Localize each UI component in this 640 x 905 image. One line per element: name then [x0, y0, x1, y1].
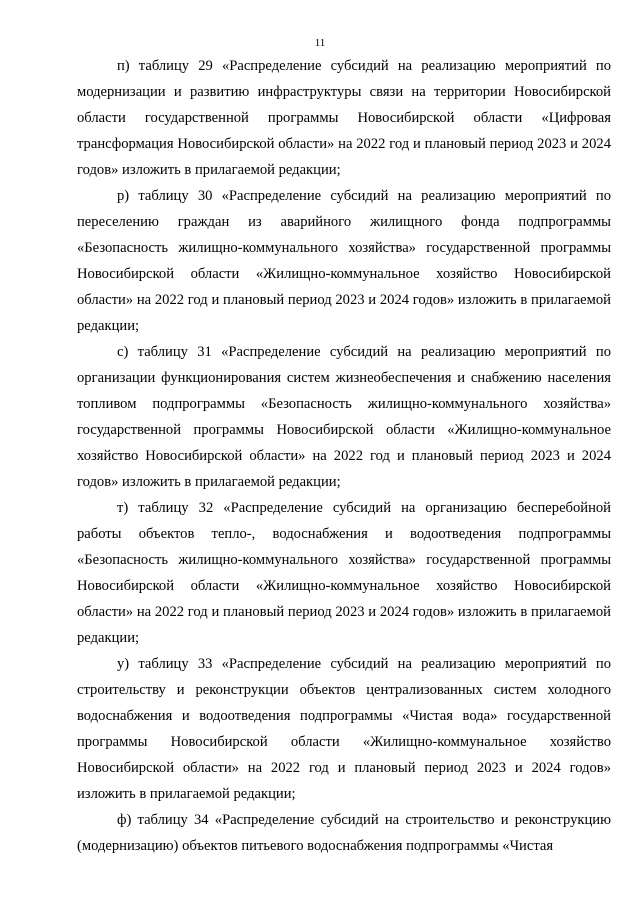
paragraph-f: ф) таблицу 34 «Распределение субсидий на строительство и реконструкцию (модернизацию) объектов питьевого водоснабжения подпрограммы «Чистая [77, 812, 611, 854]
document-body [77, 53, 611, 859]
paragraph-r: р) таблицу 30 «Распределение субсидий на реализацию мероприятий по переселению граждан из аварийного жилищного фонда подпрограммы «Безопасность жилищно-коммунального хозяйства» государственной программы Новосибирской области «Жилищно-коммунальное хозяйство Новосибирской области» на 2022 год и плановый период 2023 и 2024 годов» изложить в прилагаемой редакции; [77, 188, 611, 334]
paragraph-s: с) таблицу 31 «Распределение субсидий на реализацию мероприятий по организации функционирования систем жизнеобеспечения и снабжению населения топливом подпрограммы «Безопасность жилищно-коммунального хозяйства» государственной программы Новосибирской области «Жилищно-коммунальное хозяйство Новосибирской области» на 2022 год и плановый период 2023 и 2024 годов» изложить в прилагаемой редакции; [77, 344, 611, 490]
paragraph-p: п) таблицу 29 «Распределение субсидий на реализацию мероприятий по модернизации и развитию инфраструктуры связи на территории Новосибирской области государственной программы Новосибирской области «Цифровая трансформация Новосибирской области» на 2022 год и плановый период 2023 и 2024 годов» изложить в прилагаемой редакции; [77, 58, 611, 178]
page-number: 11 [314, 37, 326, 49]
paragraph-t: т) таблицу 32 «Распределение субсидий на организацию бесперебойной работы объектов тепло-, водоснабжения и водоотведения подпрограммы «Безопасность жилищно-коммунального хозяйства» государственной программы Новосибирской области «Жилищно-коммунальное хозяйство Новосибирской области» на 2022 год и плановый период 2023 и 2024 годов» изложить в прилагаемой редакции; [77, 500, 611, 646]
paragraph-u: у) таблицу 33 «Распределение субсидий на реализацию мероприятий по строительству и реконструкции объектов централизованных систем холодного водоснабжения и водоотведения подпрограммы «Чистая вода» государственной программы Новосибирской области «Жилищно-коммунальное хозяйство Новосибирской области» на 2022 год и плановый период 2023 и 2024 годов» изложить в прилагаемой редакции; [77, 656, 611, 802]
